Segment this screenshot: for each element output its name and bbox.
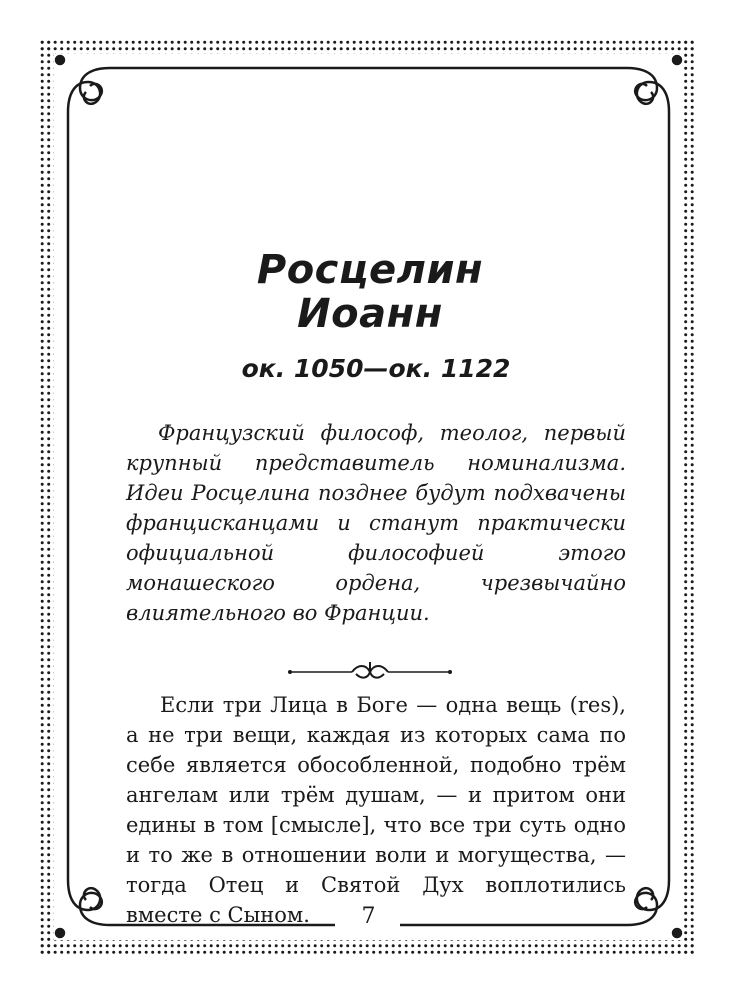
article [118, 247, 626, 930]
life-dates: ок. 1050—ок. 1122 [241, 354, 511, 383]
page-number: 7 [361, 904, 376, 929]
quote-paragraph: Если три Лица в Боге — одна вещь (res), а не три вещи, каждая из которых сама по себе является обособленной, подобно трём ангелам или трём душам, — и притом они едины в том [смысле], что все три суть одно и то же в отношении воли и могущества, — тогда Отец и Святой Дух воплотились вместе с Сыном. [126, 693, 626, 927]
ornament-divider [118, 658, 622, 682]
title-line-1: Росцелин [256, 247, 484, 293]
article-title [118, 248, 622, 336]
ornament-divider-icon [280, 658, 460, 682]
intro-paragraph: Французский философ, теолог, первый крупный представитель номинализма. Идеи Росцелина позднее будут подхвачены францисканцами и станут практически официальной философией этого монашеского ордена, чрезвычайно влиятельного во Франции. [126, 421, 626, 625]
title-line-2: Иоанн [297, 291, 443, 337]
